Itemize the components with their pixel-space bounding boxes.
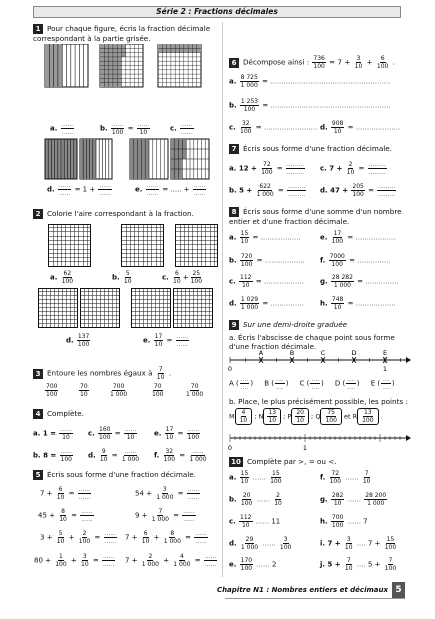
ex6-b: b. $\frac{1 253}{100}$ = ...................................................... xyxy=(229,98,391,113)
ex10-f: f. $\frac{72}{100}$ ...... $\frac{7}{10}$ xyxy=(320,470,371,485)
svg-text:1: 1 xyxy=(302,444,308,452)
ex1-number: 1 xyxy=(33,24,43,34)
ex10-h: h. $\frac{700}{100}$ ...... 7 xyxy=(320,514,368,529)
ex10-e: e. $\frac{170}{100}$ ...... 2 xyxy=(229,557,277,572)
figure-a xyxy=(45,44,88,87)
ex5-row-1: 7 + $\frac{6}{10}$ = ...... ...... xyxy=(40,486,91,501)
point-label-c: C xyxy=(320,349,326,357)
ex1-instruction: 1 Pour chaque figure, écris la fraction décimale correspondant à la partie grisée. xyxy=(33,24,211,43)
ex6-c: c. $\frac{32}{100}$ = ........................ xyxy=(229,120,318,135)
ex2-grid-d2[interactable] xyxy=(80,288,120,328)
point-label-b: B xyxy=(289,349,295,357)
ex9-points: M $\frac{4}{10}$ ; N $\frac{13}{10}$ ; P $\frac{20}{10}$ ; Q $\frac{75}{100}$ et R $\frac{13}{100}$ . xyxy=(229,409,383,424)
ex1-d-answer: d. ...... ...... = 1 + ...... ...... xyxy=(47,182,111,197)
ex10-c: c. $\frac{112}{10}$ ...... 11 xyxy=(229,514,281,529)
ex8-c: c. $\frac{112}{10}$ = .................. xyxy=(229,274,304,289)
ex1-b-answer: b. ...... 100 = ...... 10 xyxy=(100,121,150,136)
ex5-instruction: 5 Écris sous forme d'une fraction décimale. xyxy=(33,470,196,480)
ex9-b-instruction: b. Place, le plus précisément possible, les points : xyxy=(229,397,408,406)
ex3-choice-4[interactable]: $\frac{70}{100}$ xyxy=(152,383,164,398)
ex10-instruction: 10 Complète par >, = ou <. xyxy=(229,457,337,467)
unit-label: 1 xyxy=(382,365,388,373)
ex7-d: d. 47 + $\frac{205}{100}$ = ......... ......... xyxy=(320,183,396,198)
origin-label: 0 xyxy=(227,365,233,373)
ex1-figures xyxy=(40,44,215,188)
svg-text:0: 0 xyxy=(227,444,233,452)
ex2-grid-b[interactable] xyxy=(121,224,164,267)
ex3-choice-3[interactable]: $\frac{700}{1 000}$ xyxy=(110,383,128,398)
ex1-a-answer: a. ...... ...... xyxy=(50,121,74,136)
ex2-d-label: d. $\frac{137}{100}$ xyxy=(66,333,90,348)
ex2-grid-e1[interactable] xyxy=(131,288,171,328)
column-divider xyxy=(222,22,223,577)
ex4-f: f. $\frac{32}{100}$ = ...... 1 000 xyxy=(154,448,207,463)
ex7-a: a. 12 + $\frac{72}{100}$ = ......... ......... xyxy=(229,161,305,176)
figure-d xyxy=(45,139,112,179)
ex8-a: a. $\frac{15}{10}$ = .................. xyxy=(229,230,301,245)
figure-e xyxy=(130,139,209,179)
ex8-h: h. $\frac{748}{10}$ = .................. xyxy=(320,296,396,311)
ex5-row-5: 54 + $\frac{3}{1 000}$ = ...... ...... xyxy=(135,486,200,501)
ex10-i: i. 7 + $\frac{3}{10}$ .... 7 + $\frac{15}{100}$ xyxy=(320,536,397,551)
ex9-number-line-1 xyxy=(226,349,411,373)
ex3-choice-2[interactable]: $\frac{70}{10}$ xyxy=(80,383,88,398)
ex5-row-7: 7 + $\frac{6}{10}$ + $\frac{8}{1 000}$ = ...... ...... xyxy=(125,530,207,545)
point-label-e: E xyxy=(382,349,388,357)
ex8-g: g. $\frac{28 282}{1 000}$ = ............... xyxy=(320,274,399,289)
ex4-a: a. 1 = ...... 10 xyxy=(33,426,72,441)
ex7-b: b. 5 + $\frac{622}{1 000}$ = ......... ......... xyxy=(229,183,306,198)
ex2-e-label: e. $\frac{17}{10}$ = ...... ...... xyxy=(143,333,189,348)
ex8-instruction: 8 Écris sous forme d'une somme d'un nombre entier et d'une fraction décimale. xyxy=(229,207,402,226)
ex4-c: c. $\frac{160}{100}$ = ...... 10 xyxy=(88,426,137,441)
ex10-a: a. $\frac{15}{10}$ ...... $\frac{15}{100}$ xyxy=(229,470,282,485)
ex6-d: d. $\frac{908}{10}$ = .................... xyxy=(320,120,401,135)
ex9-a-instruction: a. Écris l'abscisse de chaque point sous forme d'une fraction décimale. xyxy=(229,333,395,351)
ex4-instruction: 4 Complète. xyxy=(33,409,84,419)
ex2-grid-d1[interactable] xyxy=(38,288,78,328)
ex4-e: e. $\frac{17}{10}$ = ...... 100 xyxy=(154,426,200,441)
ex10-g: g. $\frac{282}{10}$ ...... $\frac{28 200}{1 000}$ xyxy=(320,492,387,507)
ex6-a: a. $\frac{8 725}{1 000}$ = ...................................................... xyxy=(229,74,391,89)
ex9-answers: A ( .... .... ) B ( .... .... ) C ( .... .... ) D ( .... .... ) E ( .... .... ) xyxy=(229,376,395,391)
ex6-instruction: 6 Décompose ainsi : $\frac{736}{100}$ = 7 + $\frac{3}{10}$ + $\frac{6}{100}$ . xyxy=(229,55,395,70)
ex5-row-4: 80 + $\frac{1}{100}$ + $\frac{3}{10}$ = ...... ...... xyxy=(34,553,115,568)
ex2-c-label: c. $\frac{6}{10}$ + $\frac{25}{100}$ xyxy=(162,270,203,285)
ex10-j: j. 5 + $\frac{7}{10}$ .... 5 + $\frac{7}{100}$ xyxy=(320,557,397,572)
ex10-b: b. $\frac{20}{100}$ ...... $\frac{2}{10}$ xyxy=(229,492,282,507)
chapter-footer: Chapitre N1 : Nombres entiers et décimaux xyxy=(216,586,388,594)
ex1-c-answer: c. ...... ...... xyxy=(170,121,193,136)
ex2-grid-c[interactable] xyxy=(175,224,218,267)
figure-c xyxy=(158,44,201,87)
point-label-d: D xyxy=(351,349,357,357)
ex8-b: b. $\frac{720}{100}$ = .................. xyxy=(229,253,305,268)
point-label-a: A xyxy=(258,349,264,357)
ex7-instruction: 7 Écris sous forme d'une fraction décimale. xyxy=(229,144,392,154)
ex2-a-label: a. $\frac{62}{100}$ xyxy=(50,270,74,285)
ex8-f: f. $\frac{7000}{100}$ = ............... xyxy=(320,253,391,268)
ex5-row-6: 9 + $\frac{7}{1 000}$ = ...... ...... xyxy=(135,508,195,523)
ex3-instruction: 3 Entoure les nombres égaux à $\frac{7}{10}$ . xyxy=(33,366,171,381)
ex10-d: d. $\frac{29}{1 000}$ ...... $\frac{3}{100}$ xyxy=(229,536,292,551)
ex1-e-answer: e. ...... ...... = ..... + ...... ...... xyxy=(135,182,206,197)
ex2-grid-a[interactable] xyxy=(48,224,91,267)
ex2-b-label: b. $\frac{5}{10}$ xyxy=(112,270,132,285)
ex5-row-2: 45 + $\frac{8}{10}$ = ...... ...... xyxy=(38,508,93,523)
ex8-e: e. $\frac{17}{100}$ = .................. xyxy=(320,230,396,245)
ex9-title: 9 Sur une demi-droite graduée xyxy=(229,320,347,330)
ex5-row-3: 3 + $\frac{5}{10}$ + $\frac{2}{100}$ = ...... ...... xyxy=(40,530,116,545)
ex4-b: b. 8 = ...... 100 xyxy=(33,448,72,463)
ex9-number-line-2[interactable] xyxy=(226,429,411,453)
page-number: 5 xyxy=(392,582,405,598)
figure-b xyxy=(100,44,143,87)
ex5-row-8: 7 + $\frac{2}{1 000}$ + $\frac{4}{1 000}$ = ...... ...... xyxy=(125,553,217,568)
ex7-c: c. 7 + $\frac{2}{10}$ = ......... ......... xyxy=(320,161,386,176)
ex4-d: d. $\frac{9}{10}$ = ...... 1 000 xyxy=(88,448,140,463)
footer-rule xyxy=(225,598,405,599)
ex3-choice-1[interactable]: $\frac{700}{100}$ xyxy=(46,383,58,398)
ex3-choice-5[interactable]: $\frac{70}{1 000}$ xyxy=(186,383,204,398)
ex2-instruction: 2 Colorie l'aire correspondant à la fraction. xyxy=(33,209,194,219)
series-title: Série 2 : Fractions décimales xyxy=(33,6,401,18)
ex2-grid-e2[interactable] xyxy=(173,288,213,328)
ex8-d: d. $\frac{1 029}{1 000}$ = ............... xyxy=(229,296,304,311)
